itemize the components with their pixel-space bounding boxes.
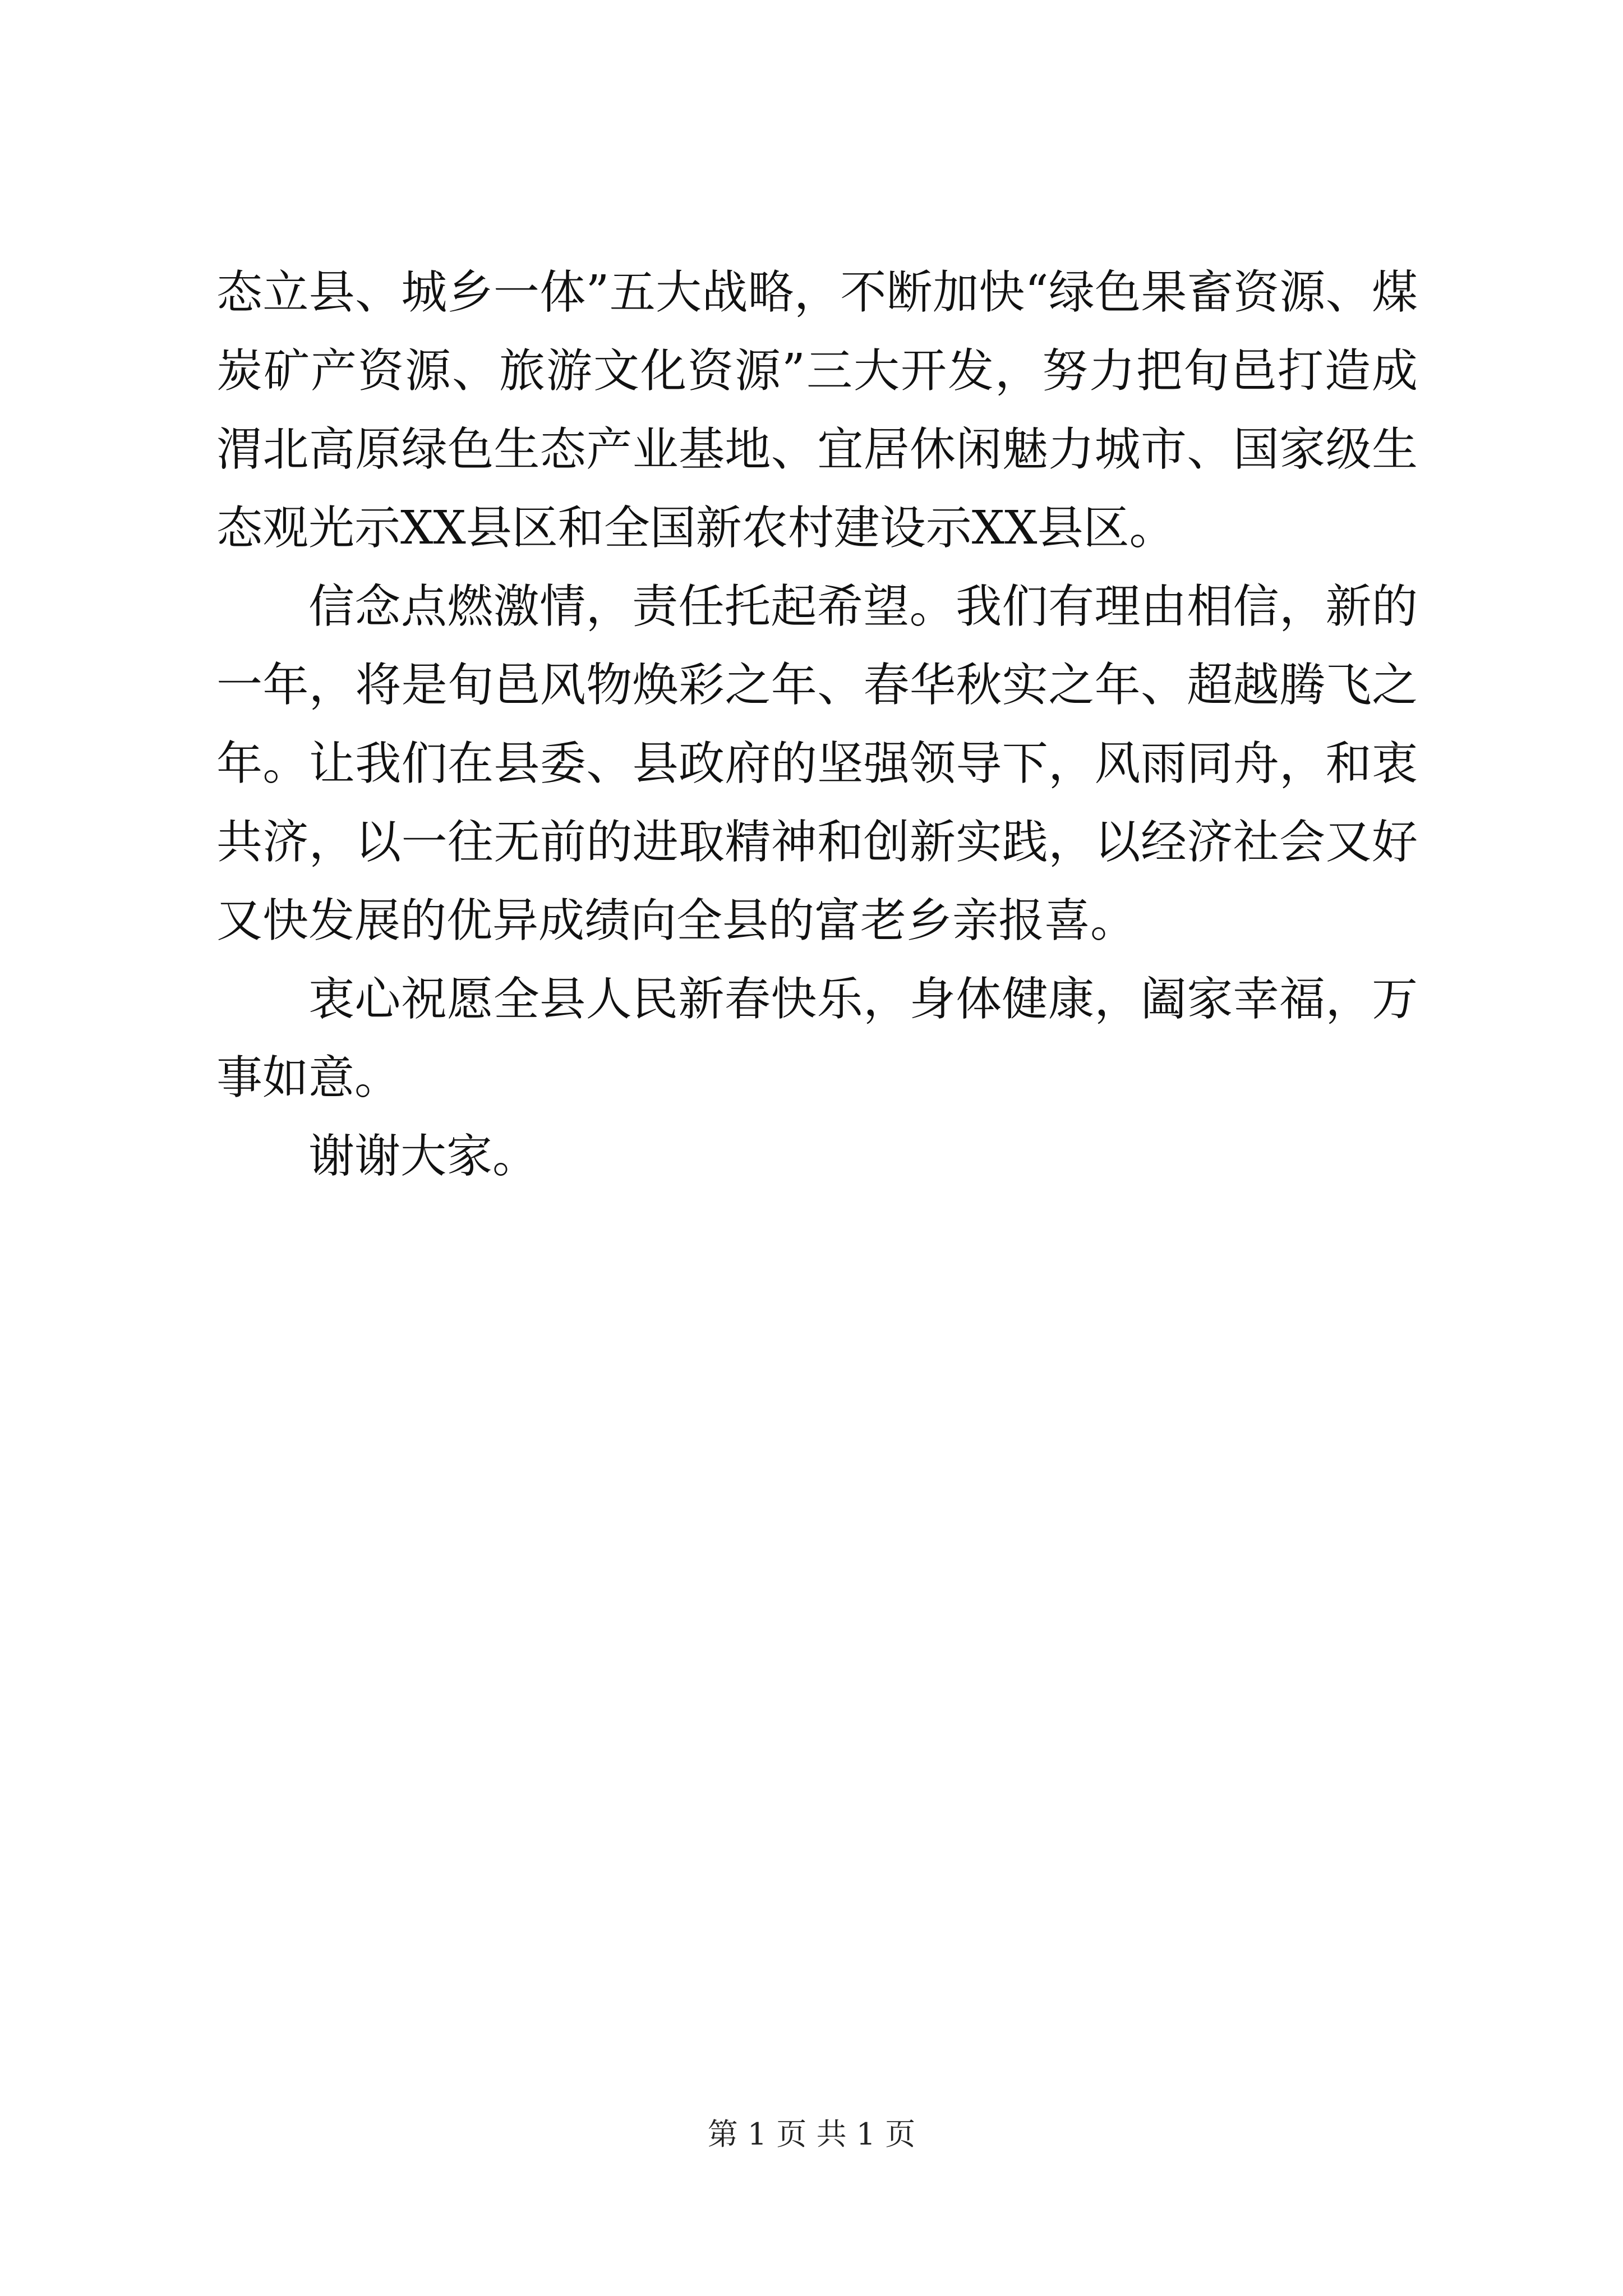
paragraph-belief: 信念点燃激情，责任托起希望。我们有理由相信，新的一年，将是旬邑风物焕彩之年、春华秋实之年、超越腾飞之年。让我们在县委、县政府的坚强领导下，风雨同舟，和衷共济，以一往无前的进取精神和创新实践，以经济社会又好又快发展的优异成绩向全县的富老乡亲报喜。 (216, 580, 1418, 947)
document-body (216, 254, 1418, 1196)
paragraph-continuation: 态立县、城乡一体”五大战略，不断加快“绿色果畜资源、煤炭矿产资源、旅游文化资源”三大开发，努力把旬邑打造成渭北高原绿色生态产业基地、宜居休闲魅力城市、国家级生态观光示XX县区和全国新农村建设示XX县区。 (216, 266, 1418, 555)
paragraph-thanks: 谢谢大家。 (308, 1130, 539, 1183)
page-footer: 第 1 页 共 1 页 (707, 2116, 916, 2152)
paragraph-wishes: 衷心祝愿全县人民新春快乐，身体健康，阖家幸福，万事如意。 (216, 973, 1418, 1105)
